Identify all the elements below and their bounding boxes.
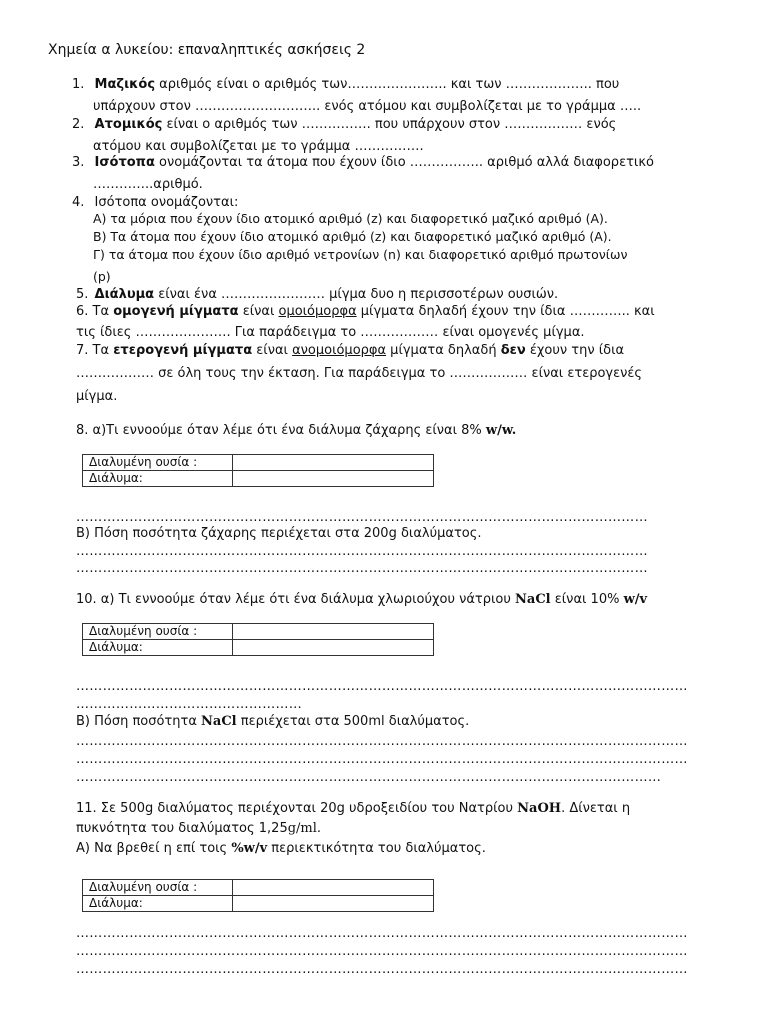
bold-term: δεν (500, 343, 526, 358)
answer-table-q8 (82, 454, 434, 487)
question-text: . (316, 821, 322, 836)
answer-line[interactable]: ………………………………………………………………………………………………………………………… (76, 679, 688, 694)
answer-cell[interactable] (233, 455, 434, 471)
underlined-term: ανομοιόμορφα (292, 343, 387, 358)
option-c: Γ) τα άτομα που έχουν ίδιο αριθμό νετρονίων (n) και διαφορετικό αριθμό πρωτονίων (93, 247, 628, 262)
question-text: περιέχεται στα 500ml διαλύματος. (236, 714, 470, 729)
chemical-formula: NaCl (515, 592, 551, 607)
answer-cell[interactable] (233, 624, 434, 640)
question-text: 8. α)Τι εννοούμε όταν λέμε ότι ένα διάλυμα ζάχαρης είναι 8% (76, 423, 486, 438)
question-7-line-2: ……………… σε όλη τους την έκταση. Για παράδειγμα το ……………… είναι ετερογενές (76, 366, 643, 381)
answer-cell[interactable] (233, 896, 434, 912)
answer-cell[interactable] (233, 471, 434, 487)
question-2 (72, 118, 616, 131)
table-row (83, 640, 434, 656)
answer-cell[interactable] (233, 640, 434, 656)
question-text: 10. α) Τι εννοούμε όταν λέμε ότι ένα διάλυμα χλωριούχου νάτριου (76, 592, 516, 607)
unit-label: %w/v (231, 841, 268, 856)
question-4 (72, 196, 238, 209)
question-text: 11. Σε 500g διαλύματος περιέχονται 20g υδροξειδίου του Νατρίου (76, 801, 518, 816)
question-text: είναι (238, 304, 279, 319)
table-label: Διαλυμένη ουσία : (83, 624, 233, 640)
question-6-line-2: τις ίδιες …………………. Για παράδειγμα το ……………… είναι ομογενές μίγμα. (76, 325, 585, 340)
question-10 (76, 593, 647, 606)
question-number: 7. Τα (76, 343, 114, 358)
chemical-formula: NaCl (201, 714, 237, 729)
question-text: Β) Πόση ποσότητα (76, 714, 202, 729)
table-row (83, 896, 434, 912)
question-text: ονομάζονται τα άτομα που έχουν ίδιο …………….. αριθμό αλλά διαφορετικό (154, 155, 654, 170)
question-11-line-2 (76, 822, 321, 835)
question-2-line-2: ατόμου και συμβολίζεται με το γράμμα ……………. (93, 139, 424, 154)
bold-term: Διάλυμα (94, 287, 155, 302)
answer-line[interactable]: ………………………………………………………………………………………………………………………… (76, 926, 688, 941)
table-row (83, 624, 434, 640)
question-text: είναι (252, 343, 293, 358)
question-7 (76, 344, 624, 357)
question-10b (76, 715, 469, 728)
table-label: Διάλυμα: (83, 896, 233, 912)
table-label: Διαλυμένη ουσία : (83, 455, 233, 471)
answer-line[interactable]: ………………………………………………………………………………………………………………………… (76, 962, 688, 977)
question-6 (76, 305, 655, 318)
table-row (83, 471, 434, 487)
unit-label: g/ml (287, 821, 317, 836)
unit-label: w/w. (485, 423, 517, 438)
question-8b: Β) Πόση ποσότητα ζάχαρης περιέχεται στα 200g διαλύματος. (76, 526, 482, 541)
answer-line[interactable]: …………………………………………………………………………………………………………………… (76, 770, 662, 785)
underlined-term: ομοιόμορφα (278, 304, 357, 319)
question-text: . Δίνεται η (561, 801, 631, 816)
bold-term: Ατομικός (94, 117, 163, 132)
question-text: έχουν την ίδια (525, 343, 625, 358)
question-number: 4. (72, 195, 85, 210)
chemical-formula: NaOH (517, 801, 562, 816)
question-text: Ισότοπα ονομάζονται: (94, 195, 239, 210)
bold-term: Μαζικός (94, 77, 156, 92)
page-title: Χημεία α λυκείου: επαναληπτικές ασκήσεις 2 (48, 42, 366, 58)
table-label: Διαλυμένη ουσία : (83, 880, 233, 896)
table-row (83, 455, 434, 471)
answer-cell[interactable] (233, 880, 434, 896)
question-11 (76, 802, 630, 815)
question-number: 2. (72, 117, 85, 132)
question-5 (76, 288, 558, 301)
option-b: Β) Τα άτομα που έχουν ίδιο ατομικό αριθμό (z) και διαφορετικό μαζικό αριθμό (Α). (93, 229, 612, 244)
question-11a (76, 842, 486, 855)
answer-line[interactable]: ………………………………………………………………………………………………………………………… (76, 734, 688, 749)
answer-line[interactable]: ………………………………………………………………………………………………………………………… (76, 752, 688, 767)
table-label: Διάλυμα: (83, 471, 233, 487)
question-number: 3. (72, 155, 85, 170)
question-1 (72, 78, 619, 91)
answer-line[interactable]: …………………………………………… (76, 697, 303, 712)
question-text: είναι ένα …………………… μίγμα δυο η περισσοτέρων ουσιών. (154, 287, 559, 302)
table-row (83, 880, 434, 896)
question-3-line-2: …………..αριθμό. (93, 177, 203, 192)
table-label: Διάλυμα: (83, 640, 233, 656)
answer-table-q11 (82, 879, 434, 912)
question-number: 5. (76, 287, 89, 302)
question-text: αριθμός είναι ο αριθμός των………………….. και των ……………….. που (155, 77, 620, 92)
question-text: μίγματα δηλαδή (386, 343, 501, 358)
question-3 (72, 156, 654, 169)
bold-term: ετερογενή μίγματα (113, 343, 253, 358)
answer-line[interactable]: ………………………………………………………………………………………………………………… (76, 561, 648, 576)
bold-term: Ισότοπα (94, 155, 155, 170)
question-number: 6. Τα (76, 304, 114, 319)
question-text: είναι 10% (550, 592, 624, 607)
answer-table-q10 (82, 623, 434, 656)
question-7-line-3: μίγμα. (76, 389, 118, 404)
option-c-line-2: (p) (93, 269, 111, 284)
question-1-line-2: υπάρχουν στον ……………………….. ενός ατόμου και συμβολίζεται με το γράμμα ….. (93, 99, 642, 114)
answer-line[interactable]: ………………………………………………………………………………………………………………… (76, 510, 648, 525)
bold-term: ομογενή μίγματα (113, 304, 239, 319)
question-number: 1. (72, 77, 85, 92)
option-a: Α) τα μόρια που έχουν ίδιο ατομικό αριθμό (z) και διαφορετικό μαζικό αριθμό (Α). (93, 211, 608, 226)
question-text: Α) Να βρεθεί η επί τοις (76, 841, 232, 856)
question-text: πυκνότητα του διαλύματος 1,25 (76, 821, 288, 836)
question-text: είναι ο αριθμός των ……………. που υπάρχουν στον ……………… ενός (162, 117, 617, 132)
answer-line[interactable]: ………………………………………………………………………………………………………………………… (76, 944, 688, 959)
question-text: μίγματα δηλαδή έχουν την ίδια ………….. και (356, 304, 655, 319)
unit-label: w/v (623, 592, 648, 607)
answer-line[interactable]: ………………………………………………………………………………………………………………… (76, 544, 648, 559)
question-text: περιεκτικότητα του διαλύματος. (267, 841, 486, 856)
question-8 (76, 424, 516, 437)
